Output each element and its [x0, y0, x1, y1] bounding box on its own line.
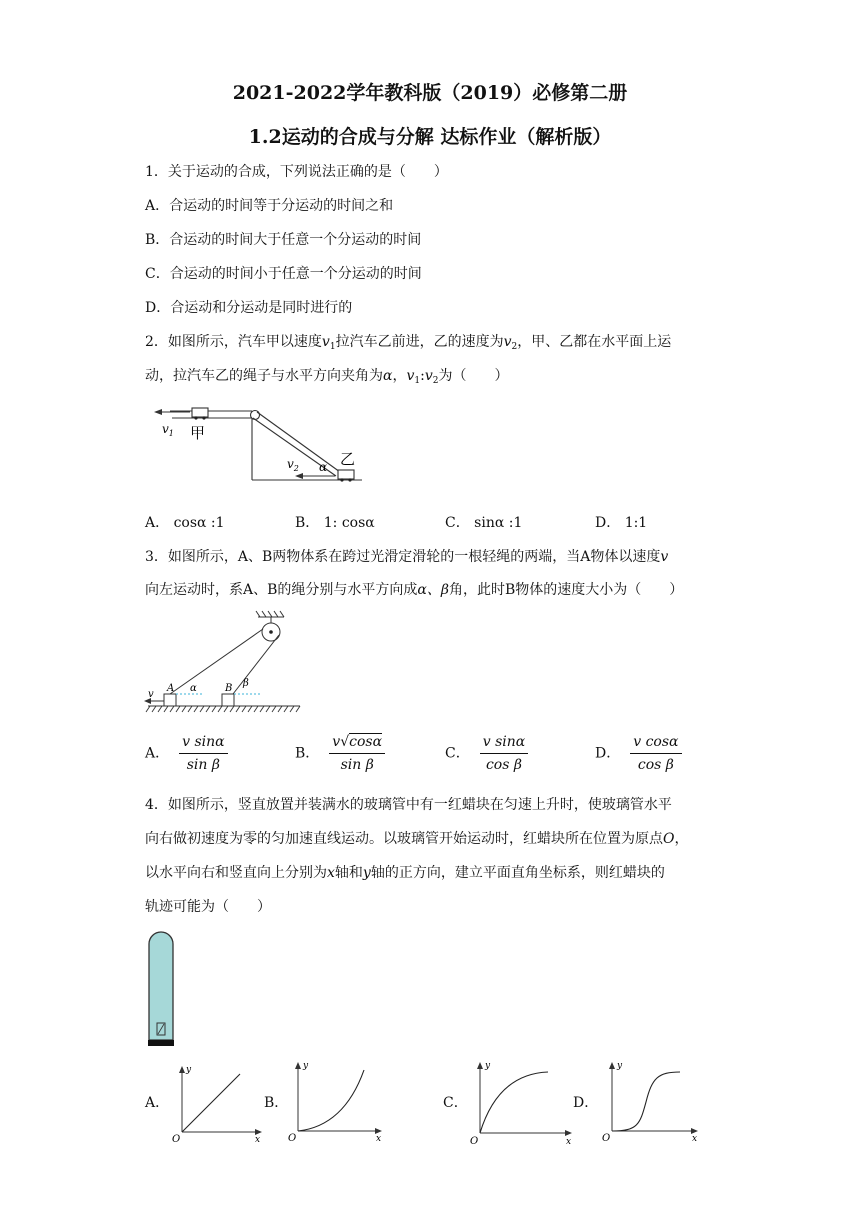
q2-option-a: A． cosα :1 [145, 515, 225, 531]
q3-option-c: C． $\frac{\text{v sinα}}{\text{cos β}}$ [445, 733, 528, 774]
svg-text:v2: $v_2$ [287, 457, 299, 473]
q3-stem-line2: 向左运动时，系A、B的绳分别与水平方向成α、β角，此时B物体的速度大小为（ ） [145, 582, 684, 598]
svg-text:O: O [602, 1133, 611, 1144]
q4-stem-line3: 以水平向右和竖直向上分别为x轴和y轴的正方向，建立平面直角坐标系，则红蜡块的 [145, 865, 665, 881]
q2-stem-line2: 动，拉汽车乙的绳子与水平方向夹角为α，$v_1:v_2$为（ ） [145, 368, 509, 386]
svg-text:x: x [255, 1135, 261, 1144]
car-yi-label: 乙 [340, 450, 356, 468]
q4-option-c-label: C． [443, 1095, 468, 1111]
q2-option-c: C． sinα :1 [445, 515, 523, 531]
doc-title: 2021-2022学年教科版（2019）必修第二册 [232, 82, 628, 104]
svg-text:O: O [470, 1136, 479, 1146]
car-jia-label: 甲 [190, 424, 206, 442]
svg-text:y: y [303, 1061, 309, 1071]
q3-option-a: A． $\frac{\text{v sinα}}{\text{sin β}}$ [145, 733, 228, 774]
svg-text:O: O [288, 1133, 297, 1144]
svg-text:α: α [319, 460, 328, 474]
q1-option-a: A．合运动的时间等于分运动的时间之和 [145, 198, 394, 214]
q4-option-a-label: A． [145, 1095, 170, 1111]
svg-text:v1: $v_1$ [162, 422, 174, 438]
q3-figure [140, 605, 305, 717]
q4-stem-line4: 轨迹可能为（ ） [145, 899, 271, 915]
svg-text:x: x [376, 1134, 382, 1144]
svg-text:v: v [148, 689, 154, 700]
q2-stem-line1: 2．如图所示，汽车甲以速度$v_1$拉汽车乙前进，乙的速度为$v_2$，甲、乙都在水平面上运 [145, 334, 672, 352]
q4-tube-figure [143, 928, 179, 1050]
q3-option-b: B． $\frac{v√\cos\alpha}{\text{sin β}}$ [295, 733, 385, 774]
svg-text:α: α [190, 683, 197, 694]
q1-option-c: C．合运动的时间小于任意一个分运动的时间 [145, 266, 422, 282]
svg-text:y: y [186, 1065, 192, 1075]
svg-text:A: A [167, 683, 175, 694]
q3-stem-line1: 3．如图所示，A、B两物体系在跨过光滑定滑轮的一根轻绳的两端，当A物体以速度v [145, 549, 669, 565]
svg-text:x: x [566, 1137, 572, 1146]
svg-text:y: y [485, 1061, 491, 1071]
q4-stem-line2: 向右做初速度为零的匀加速直线运动。以玻璃管开始运动时，红蜡块所在位置为原点O， [145, 831, 689, 847]
q1-option-d: D．合运动和分运动是同时进行的 [145, 300, 353, 316]
q4-option-b-label: B． [264, 1095, 289, 1111]
q4-graph-a [170, 1062, 265, 1144]
svg-text:O: O [172, 1134, 181, 1144]
svg-text:B: B [225, 683, 233, 694]
q4-graph-c [468, 1058, 576, 1146]
q4-graph-b [286, 1058, 386, 1144]
q4-option-d-label: D． [573, 1095, 599, 1111]
svg-text:y: y [617, 1061, 623, 1071]
q1-stem: 1．关于运动的合成，下列说法正确的是（ ） [145, 164, 448, 180]
q2-figure [150, 398, 375, 490]
q4-stem-line1: 4．如图所示，竖直放置并装满水的玻璃管中有一红蜡块在匀速上升时，使玻璃管水平 [145, 797, 672, 813]
q2-option-b: B． 1: cosα [295, 515, 375, 531]
svg-text:β: β [243, 678, 249, 689]
q3-option-d: D． $\frac{\text{v cosα}}{\text{cos β}}$ [595, 733, 682, 774]
doc-subtitle: 1.2运动的合成与分解 达标作业（解析版） [248, 126, 612, 148]
q4-graph-d [600, 1058, 702, 1144]
q2-option-d: D． 1:1 [595, 515, 648, 531]
svg-text:x: x [692, 1134, 698, 1144]
q1-option-b: B．合运动的时间大于任意一个分运动的时间 [145, 232, 422, 248]
